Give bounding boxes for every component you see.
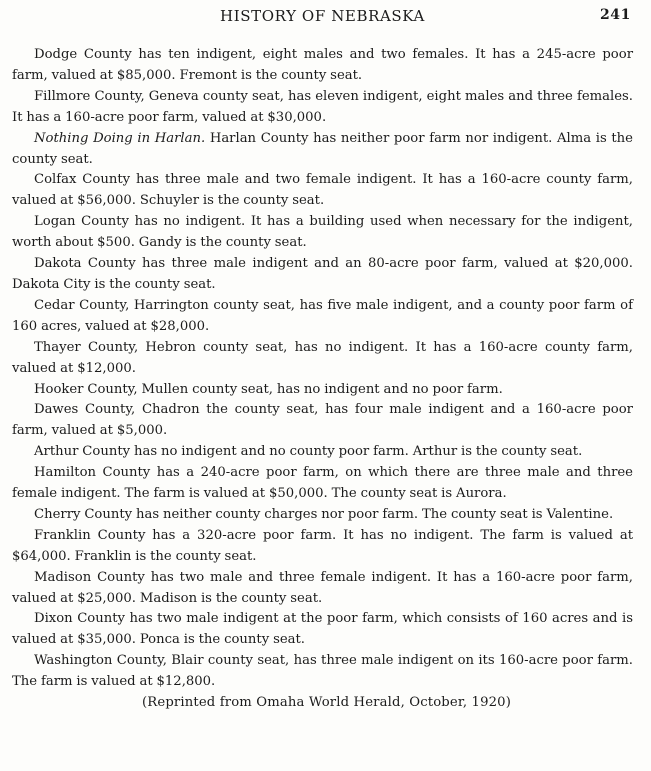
- source-note: (Reprinted from Omaha World Herald, October, 1920): [141, 695, 511, 711]
- paragraph-text: Franklin County has a 320-acre poor farm. It has no indigent. The farm is valued at $64,000. Franklin is the county seat.: [12, 527, 633, 564]
- paragraph-text: Colfax County has three male and two female indigent. It has a 160-acre county farm, valued at $56,000. Schuyler is the county seat.: [12, 172, 633, 209]
- paragraph-logan: [12, 212, 633, 254]
- paragraph-text: Dakota County has three male indigent and an 80-acre poor farm, valued at $20,000. Dakota City is the county seat.: [12, 256, 633, 292]
- paragraph-text: Dixon County has two male indigent at the poor farm, which consists of 160 acres and is valued at $35,000. Ponca is the county seat.: [12, 611, 633, 648]
- page-number: 241: [599, 7, 631, 23]
- paragraph-dodge: [12, 45, 633, 87]
- paragraph-text: Hooker County, Mullen county seat, has no indigent and no poor farm.: [34, 381, 503, 397]
- paragraph-franklin: [12, 526, 633, 568]
- paragraph-text: Fillmore County, Geneva county seat, has eleven indigent, eight males and three females. It has a 160-acre poor farm, valued at $30,000.: [12, 88, 633, 125]
- paragraph-text: Madison County has two male and three female indigent. It has a 160-acre poor farm, valued at $25,000. Madison is the county seat.: [12, 569, 633, 606]
- paragraph-arthur: [12, 442, 633, 463]
- paragraph-text: Washington County, Blair county seat, has three male indigent on its 160-acre poor farm. The farm is valued at $12,800.: [12, 653, 633, 690]
- paragraph-dakota: [12, 254, 633, 296]
- paragraph-hamilton: [12, 463, 633, 505]
- paragraph-text: Cherry County has neither county charges nor poor farm. The county seat is Valentine.: [34, 506, 614, 522]
- body-text: [12, 45, 633, 714]
- paragraph-text: Dawes County, Chadron the county seat, has four male indigent and a 160-acre poor farm, valued at $5,000.: [12, 402, 633, 439]
- paragraph-cherry: [12, 505, 633, 526]
- paragraph-text: Dodge County has ten indigent, eight males and two females. It has a 245-acre poor farm, valued at $85,000. Fremont is the county seat.: [12, 47, 633, 83]
- paragraph-dawes: [12, 400, 633, 442]
- paragraph-lead: Nothing Doing in Harlan.: [34, 130, 206, 146]
- paragraph-text: Cedar County, Harrington county seat, has five male indigent, and a county poor farm of 160 acres, valued at $28,000.: [12, 297, 633, 334]
- paragraph-text: Arthur County has no indigent and no county poor farm. Arthur is the county seat.: [34, 444, 583, 460]
- paragraph-dixon: [12, 609, 633, 651]
- paragraph-madison: [12, 568, 633, 610]
- running-title: HISTORY OF NEBRASKA: [220, 7, 425, 25]
- paragraph-harlan: [12, 129, 633, 171]
- running-head: [12, 5, 633, 31]
- paragraph-text: Thayer County, Hebron county seat, has no indigent. It has a 160-acre county farm, valued at $12,000.: [12, 339, 633, 376]
- paragraph-text: Harlan County has neither poor farm nor indigent. Alma is the county seat.: [12, 130, 633, 167]
- paragraph-text: Hamilton County has a 240-acre poor farm, on which there are three male and three female indigent. The farm is valued at $50,000. The county seat is Aurora.: [12, 465, 633, 502]
- paragraph-colfax: [12, 170, 633, 212]
- paragraph-fillmore: [12, 87, 633, 129]
- paragraph-washington: [12, 651, 633, 693]
- paragraph-hooker: [12, 380, 633, 401]
- paragraph-text: Logan County has no indigent. It has a building used when necessary for the indigent, worth about $500. Gandy is the county seat.: [12, 214, 633, 251]
- paragraph-cedar: [12, 296, 633, 338]
- paragraph-thayer: [12, 338, 633, 380]
